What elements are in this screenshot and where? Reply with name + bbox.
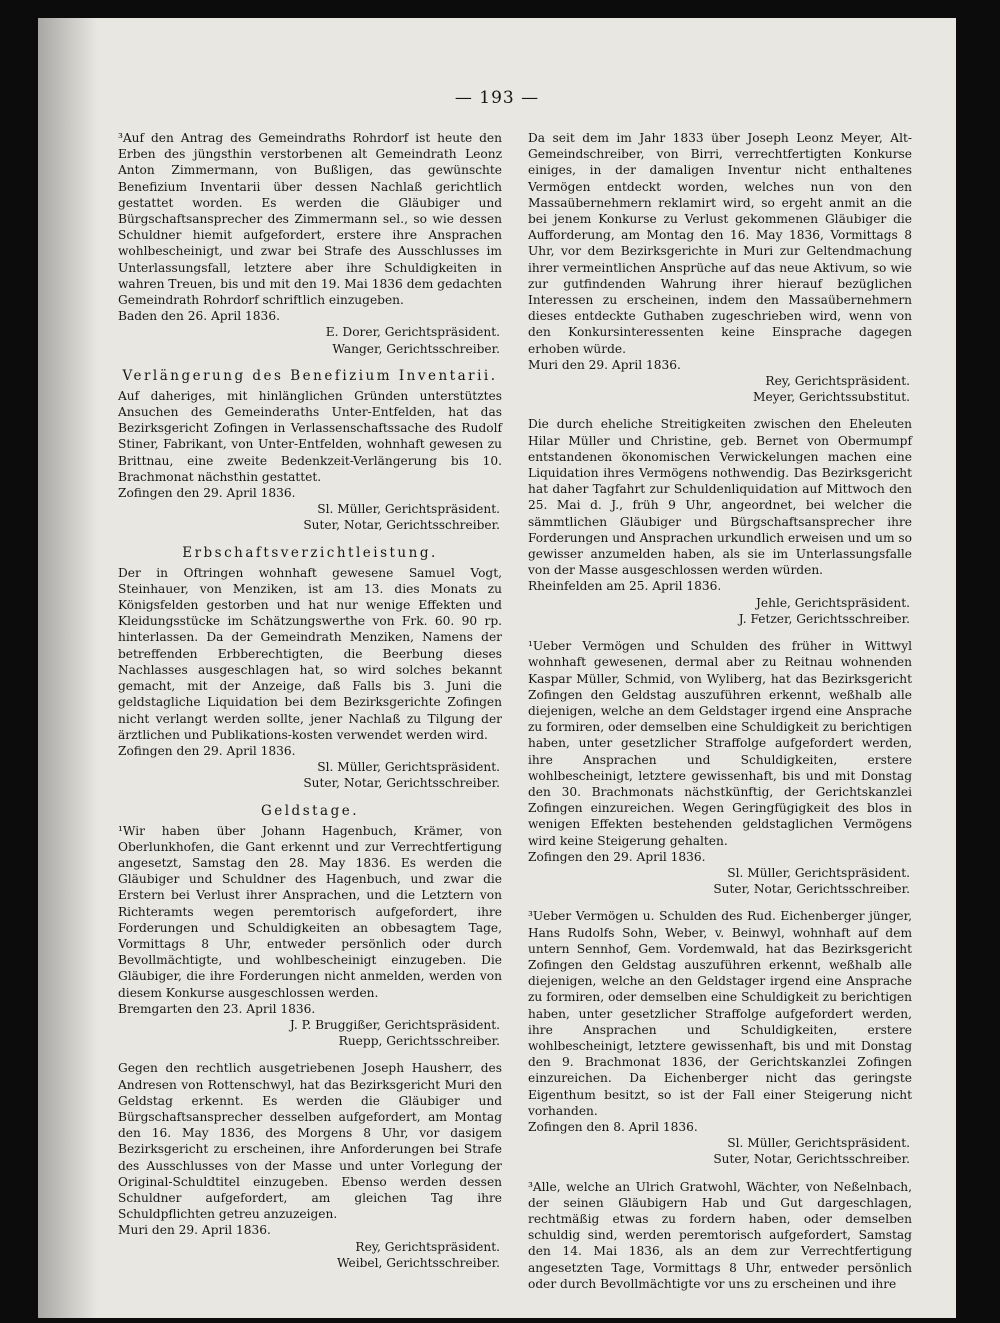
dateline: Rheinfelden am 25. April 1836.: [528, 579, 722, 594]
notice-body: ¹Ueber Vermögen und Schulden des früher in Wittwyl wohnhaft gewesenen, dermal aber zu Reitnau wohnenden Kaspar Müller, Schmid, von Wyliberg, hat das Bezirksgericht Zofingen den Geldstag auszuführen erkennt, weßhalb alle diejenigen, welche an dem Geldstager irgend eine Ansprache zu formiren, oder demselben eine Schuldigkeit zu berichtigen haben, unter gesetzlicher Straffolge aufgefordert werden, ihre Ansprachen und Schuldigkeiten, erstere wohlbescheinigt, letztere gewissenhaft, bis und mit Donstag den 30. Brachmonats nächstkünftig, der Gerichtskanzlei Zofingen einzureichen. Wegen Geringfügigkeit des blos in wenigen Effekten bestehenden geldstaglichen Vermögens wird keine Steigerung gehalten.: [528, 639, 912, 848]
notice: [528, 638, 912, 897]
signature: Wanger, Gerichtsschreiber.: [332, 341, 500, 356]
notice: [528, 908, 912, 1167]
notice: [118, 545, 502, 792]
signature: Rey, Gerichtspräsident.: [355, 1239, 500, 1254]
section-heading: Verlängerung des Benefizium Inventarii.: [122, 367, 498, 384]
dateline: Baden den 26. April 1836.: [118, 309, 280, 324]
section-heading: Erbschaftsverzichtleistung.: [182, 544, 438, 561]
signature: Suter, Notar, Gerichtsschreiber.: [303, 776, 500, 791]
page-gutter-shadow: [38, 18, 98, 1318]
page-number: — 193 —: [454, 88, 540, 108]
dateline: Bremgarten den 23. April 1836.: [118, 1001, 316, 1016]
signature: E. Dorer, Gerichtspräsident.: [325, 325, 500, 340]
signature: Weibel, Gerichtsschreiber.: [336, 1255, 500, 1270]
notice: [118, 1060, 502, 1271]
notice-body: Da seit dem im Jahr 1833 über Joseph Leonz Meyer, Alt-Gemeindschreiber, von Birri, verrechtfertigten Konkurse einiges, in der damaligen Inventur nicht enthaltenes Vermögen entdeckt worden, welches nun von den Massaübernehmern reklamirt wird, so ergeht anmit an die bei jenem Konkurse zu Verlust gekommenen Gläubiger die Aufforderung, am Montag den 16. May 1836, Vormittags 8 Uhr, vor dem Bezirksgerichte in Muri zur Geltendmachung ihrer vermeintlichen Ansprüche auf das neue Aktivum, so wie zur gutfindenden Wahrung ihrer hierauf bezüglichen Interessen zu erscheinen, indem den Massaübernehmern dieses entdeckte Guthaben zugeschrieben wird, wenn von den Konkursinteressenten keine Einsprache dagegen erhoben würde.: [528, 131, 912, 356]
signature: Meyer, Gerichtssubstitut.: [753, 390, 910, 405]
notice: [118, 130, 502, 357]
notice-body: Auf daheriges, mit hinlänglichen Gründen unterstütztes Ansuchen des Gemeinderaths Unter-Entfelden, hat das Bezirksgericht Zofingen in Verlassenschaftssache des Rudolf Stiner, Fabrikant, von Unter-Entfelden, wohnhaft gewesen zu Brittnau, eine zweite Bedenkzeit-Verlängerung bis 10. Brachmonat nächsthin gestattet.: [118, 388, 502, 484]
dateline: Muri den 29. April 1836.: [528, 357, 681, 372]
notice-body: ³Auf den Antrag des Gemeindraths Rohrdorf ist heute den Erben des jüngsthin verstorbenen alt Gemeindrath Leonz Anton Zimmermann, von Bußligen, das gewünschte Benefizium Inventarii über dessen Nachlaß gerichtlich gestattet worden. Es werden die Gläubiger und Bürgschaftsansprecher des Zimmermann sel., so wie dessen Schuldner hiemit aufgefordert, erstere ihre Ansprachen wohlbescheinigt, und zwar bei Strafe des Ausschlusses im Unterlassungsfall, letztere aber ihre Schuldigkeiten in wahren Treuen, bis und mit den 19. Mai 1836 dem gedachten Gemeindrath Rohrdorf schriftlich einzugeben.: [118, 131, 502, 308]
signature: Jehle, Gerichtspräsident.: [756, 595, 910, 610]
dateline: Zofingen den 29. April 1836.: [118, 743, 296, 758]
notice: [528, 130, 912, 405]
signature: Sl. Müller, Gerichtspräsident.: [317, 760, 500, 775]
signature: Suter, Notar, Gerichtsschreiber.: [713, 882, 910, 897]
signature: Suter, Notar, Gerichtsschreiber.: [713, 1152, 910, 1167]
left-column: [118, 130, 502, 1282]
signature: Rey, Gerichtspräsident.: [765, 374, 910, 389]
right-column: [528, 130, 912, 1303]
dateline: Muri den 29. April 1836.: [118, 1223, 271, 1238]
notice: [528, 416, 912, 627]
signature: Suter, Notar, Gerichtsschreiber.: [303, 518, 500, 533]
notice: [528, 1179, 912, 1292]
newspaper-page: [38, 18, 956, 1318]
notice-body: ¹Wir haben über Johann Hagenbuch, Krämer, von Oberlunkhofen, die Gant erkennt und zur Verrechtfertigung angesetzt, Samstag den 28. May 1836. Es werden die Gläubiger und Schuldner des Hagenbuch, und zwar die Erstern bei Verlust ihrer Ansprachen, und die Letztern von Richteramts wegen peremtorisch aufgefordert, ihre Forderungen und Schuldigkeiten an obbesagtem Tage, Vormittags 8 Uhr, entweder persönlich oder durch Bevollmächtigte, und wohlbescheinigt einzugeben. Die Gläubiger, die ihre Forderungen nicht anmelden, werden von diesem Konkurse ausgeschlossen werden.: [118, 823, 502, 1000]
signature: J. Fetzer, Gerichtsschreiber.: [738, 611, 910, 626]
signature: J. P. Bruggißer, Gerichtspräsident.: [289, 1017, 500, 1032]
notice-body: Gegen den rechtlich ausgetriebenen Joseph Hausherr, des Andresen von Rottenschwyl, hat das Bezirksgericht Muri den Geldstag erkennt. Es werden die Gläubiger und Bürgschaftsansprecher desselben aufgefordert, am Montag den 16. May 1836, des Morgens 8 Uhr, vor dasigem Bezirksgericht zu erscheinen, ihre Anforderungen bei Strafe des Ausschlusses von der Masse und unter Vorlegung der Original-Schuldtitel einzugeben. Ebenso werden dessen Schuldner aufgefordert, am gleichen Tag ihre Schuldpflichten getreu anzuzeigen.: [118, 1061, 502, 1222]
signature: Ruepp, Gerichtsschreiber.: [338, 1034, 500, 1049]
dateline: Zofingen den 29. April 1836.: [528, 849, 706, 864]
notice: [118, 368, 502, 534]
notice-body: Die durch eheliche Streitigkeiten zwischen den Eheleuten Hilar Müller und Christine, geb. Bernet von Obermumpf entstandenen ökonomischen Verwickelungen machen eine Liquidation ihres Vermögens nothwendig. Das Bezirksgericht hat daher Tagfahrt zur Schuldenliquidation auf Mittwoch den 25. Mai d. J., früh 9 Uhr, angeordnet, bei welcher die sämmtlichen Gläubiger und Bürgschaftsansprecher ihre Forderungen und Ansprachen urkundlich erweisen und um so gewisser anzumelden haben, als sie im Unterlassungsfalle von der Masse ausgeschlossen werden würden.: [528, 417, 912, 578]
notice-body: ³Alle, welche an Ulrich Gratwohl, Wächter, von Neßelnbach, der seinen Gläubigern Hab und Gut dargeschlagen, rechtmäßig etwas zu fordern haben, oder demselben schuldig sind, werden peremtorisch aufgefordert, Samstag den 14. Mai 1836, als an dem zur Verrechtfertigung angesetzten Tage, Vormittags 8 Uhr, entweder persönlich oder durch Bevollmächtigte vor uns zu erscheinen und ihre: [528, 1179, 912, 1291]
section-heading: Geldstage.: [260, 802, 360, 819]
notice: [118, 803, 502, 1050]
dateline: Zofingen den 29. April 1836.: [118, 486, 296, 501]
signature: Sl. Müller, Gerichtspräsident.: [727, 1136, 910, 1151]
signature: Sl. Müller, Gerichtspräsident.: [317, 502, 500, 517]
notice-body: ³Ueber Vermögen u. Schulden des Rud. Eichenberger jünger, Hans Rudolfs Sohn, Weber, v. Beinwyl, wohnhaft auf dem untern Sennhof, Gem. Vordemwald, hat das Bezirksgericht Zofingen den Geldstag auszuführen erkennt, weßhalb alle diejenigen, welche an den Geldstager irgend eine Ansprache zu formiren, oder demselben eine Schuldigkeit zu berichtigen haben, unter gesetzlicher Straffolge aufgefordert werden, ihre Ansprachen und Schuldigkeiten, erstere wohlbescheinigt, letztere gewissenhaft, bis und mit Donstag den 9. Brachmonat 1836, der Gerichtskanzlei Zofingen einzureichen. Da Eichenberger nicht das geringste Eigenthum besitzt, so ist der Fall einer Steigerung nicht vorhanden.: [528, 909, 912, 1118]
signature: Sl. Müller, Gerichtspräsident.: [727, 865, 910, 880]
notice-body: Der in Oftringen wohnhaft gewesene Samuel Vogt, Steinhauer, von Menziken, ist am 13. dies Monats zu Königsfelden gestorben und hat nur wenige Effekten und Kleidungsstücke im Schätzungswerthe von Frk. 60. 90 rp. hinterlassen. Da der Gemeindrath Menziken, Namens der betreffenden Erbberechtigten, die Beerbung dieses Nachlasses ausgeschlagen hat, so wird solches bekannt gemacht, mit der Anzeige, daß Falls bis 3. Juni die geldstagliche Liquidation bei dem Bezirksgerichte Zofingen nicht verlangt werden sollte, jener Nachlaß zu Tilgung der ärztlichen und Publikations-kosten verwendet werden wird.: [118, 565, 502, 742]
dateline: Zofingen den 8. April 1836.: [528, 1119, 698, 1134]
